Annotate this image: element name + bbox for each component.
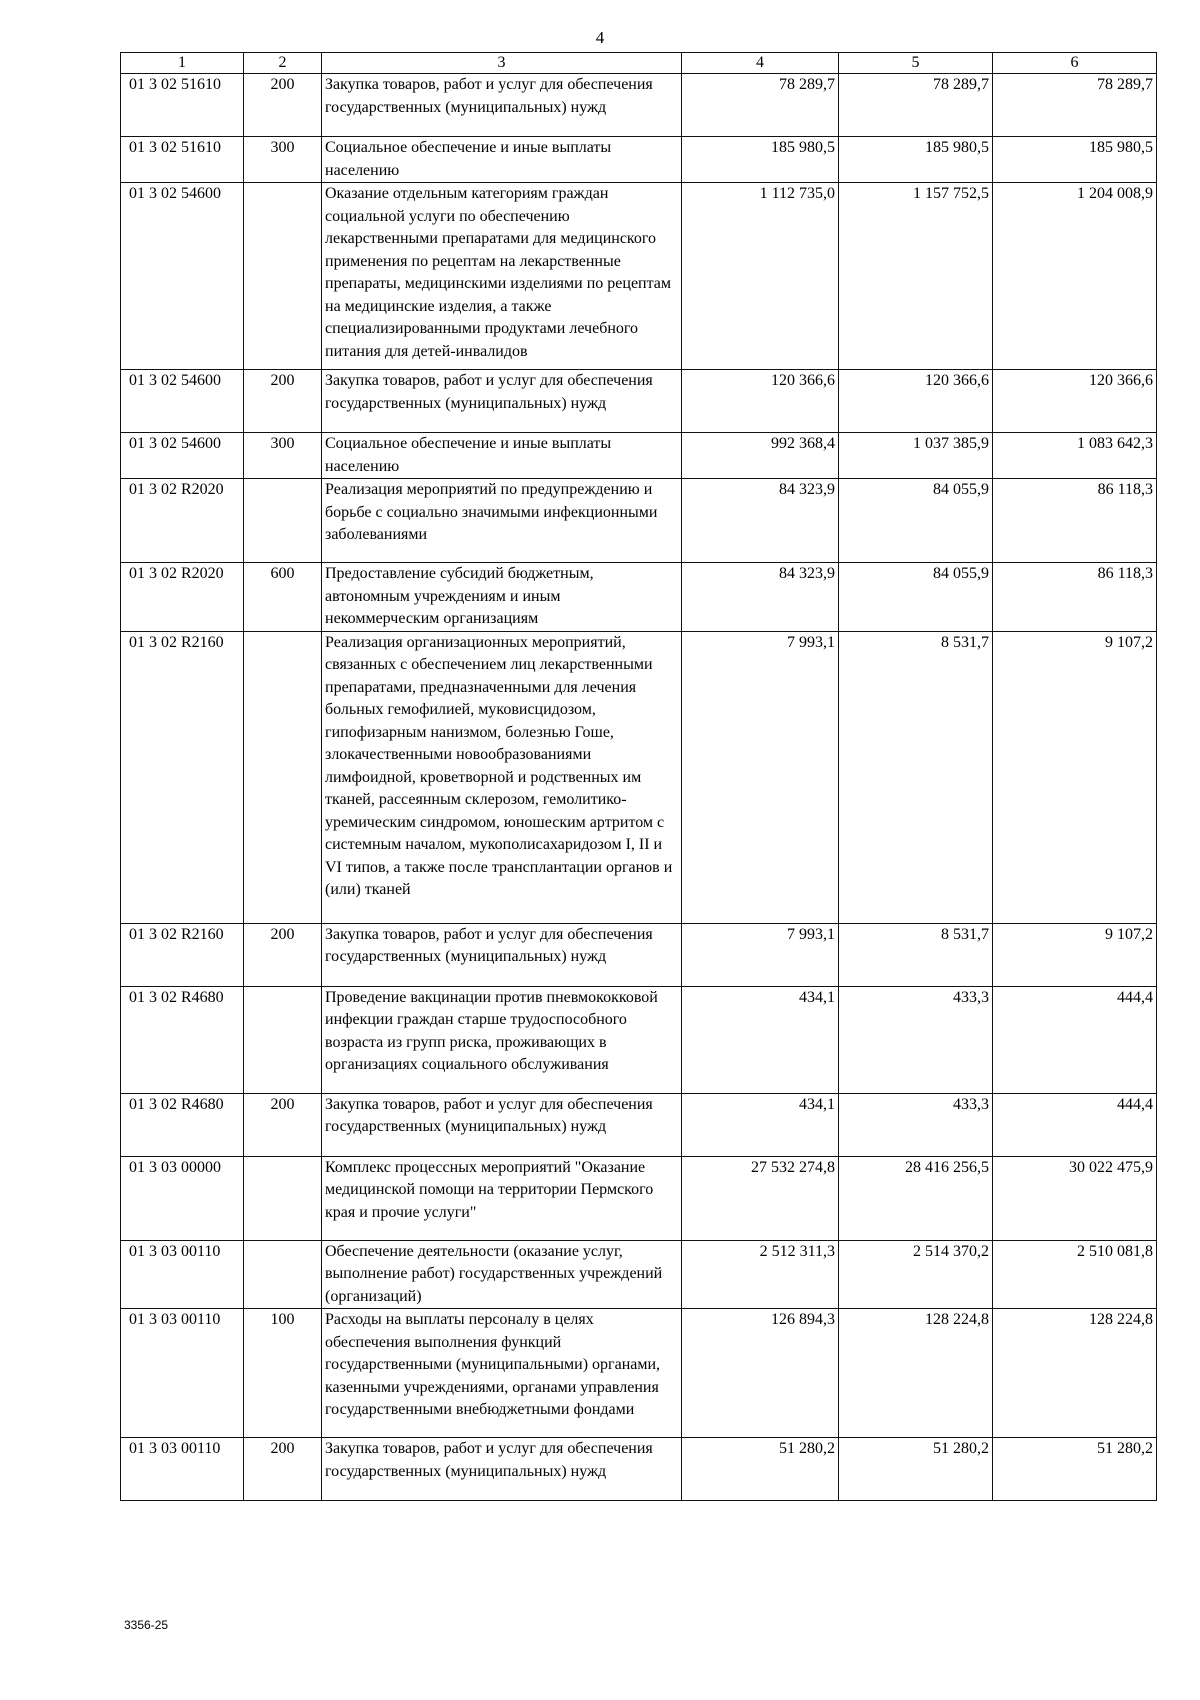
cell-expense-type xyxy=(244,479,322,563)
table-row xyxy=(121,370,1157,433)
cell-expense-type: 200 xyxy=(244,74,322,137)
cell-description: Закупка товаров, работ и услуг для обеспечения государственных (муниципальных) нужд xyxy=(322,923,682,986)
table-row xyxy=(121,1156,1157,1240)
cell-target-code: 01 3 02 54600 xyxy=(121,183,244,370)
table-header-row xyxy=(121,53,1157,74)
cell-description: Реализация мероприятий по предупреждению и борьбе с социально значимыми инфекционными заболеваниями xyxy=(322,479,682,563)
cell-amount-col5: 433,3 xyxy=(839,986,993,1093)
cell-amount-col6: 86 118,3 xyxy=(993,479,1157,563)
cell-description: Социальное обеспечение и иные выплаты населению xyxy=(322,433,682,479)
header-col-2: 2 xyxy=(244,53,322,74)
table-body xyxy=(121,74,1157,1501)
header-col-5: 5 xyxy=(839,53,993,74)
cell-description: Оказание отдельным категориям граждан социальной услуги по обеспечению лекарственными препаратами для медицинского применения по рецептам на лекарственные препараты, медицинскими изделиями по рецептам на медицинские изделия, а также специализированными продуктами лечебного питания для детей-инвалидов xyxy=(322,183,682,370)
table-row xyxy=(121,1438,1157,1501)
cell-target-code: 01 3 03 00110 xyxy=(121,1240,244,1309)
cell-amount-col6: 185 980,5 xyxy=(993,137,1157,183)
cell-expense-type xyxy=(244,1156,322,1240)
cell-target-code: 01 3 02 51610 xyxy=(121,74,244,137)
cell-amount-col4: 2 512 311,3 xyxy=(682,1240,839,1309)
cell-target-code: 01 3 03 00000 xyxy=(121,1156,244,1240)
table-row xyxy=(121,183,1157,370)
cell-amount-col4: 126 894,3 xyxy=(682,1309,839,1438)
table-row xyxy=(121,433,1157,479)
cell-description: Проведение вакцинации против пневмококковой инфекции граждан старше трудоспособного возраста из групп риска, проживающих в организациях социального обслуживания xyxy=(322,986,682,1093)
cell-expense-type xyxy=(244,986,322,1093)
cell-amount-col4: 185 980,5 xyxy=(682,137,839,183)
cell-amount-col6: 444,4 xyxy=(993,1093,1157,1156)
cell-amount-col4: 1 112 735,0 xyxy=(682,183,839,370)
cell-amount-col5: 28 416 256,5 xyxy=(839,1156,993,1240)
cell-amount-col5: 433,3 xyxy=(839,1093,993,1156)
cell-expense-type: 600 xyxy=(244,563,322,632)
cell-target-code: 01 3 03 00110 xyxy=(121,1438,244,1501)
budget-table xyxy=(120,52,1157,1501)
cell-expense-type xyxy=(244,1240,322,1309)
cell-amount-col5: 1 037 385,9 xyxy=(839,433,993,479)
header-col-4: 4 xyxy=(682,53,839,74)
cell-expense-type xyxy=(244,631,322,923)
cell-amount-col6: 78 289,7 xyxy=(993,74,1157,137)
cell-amount-col4: 78 289,7 xyxy=(682,74,839,137)
cell-expense-type: 200 xyxy=(244,370,322,433)
table-row xyxy=(121,631,1157,923)
cell-expense-type: 300 xyxy=(244,137,322,183)
cell-expense-type: 200 xyxy=(244,1093,322,1156)
cell-target-code: 01 3 02 54600 xyxy=(121,370,244,433)
cell-expense-type: 200 xyxy=(244,1438,322,1501)
cell-amount-col5: 128 224,8 xyxy=(839,1309,993,1438)
cell-amount-col5: 51 280,2 xyxy=(839,1438,993,1501)
cell-target-code: 01 3 02 R2020 xyxy=(121,479,244,563)
cell-expense-type xyxy=(244,183,322,370)
cell-amount-col5: 2 514 370,2 xyxy=(839,1240,993,1309)
cell-amount-col6: 9 107,2 xyxy=(993,923,1157,986)
cell-description: Закупка товаров, работ и услуг для обеспечения государственных (муниципальных) нужд xyxy=(322,370,682,433)
table-row xyxy=(121,923,1157,986)
cell-target-code: 01 3 02 54600 xyxy=(121,433,244,479)
cell-amount-col6: 2 510 081,8 xyxy=(993,1240,1157,1309)
cell-expense-type: 200 xyxy=(244,923,322,986)
cell-amount-col6: 30 022 475,9 xyxy=(993,1156,1157,1240)
cell-description: Предоставление субсидий бюджетным, автономным учреждениям и иным некоммерческим организациям xyxy=(322,563,682,632)
cell-amount-col6: 1 204 008,9 xyxy=(993,183,1157,370)
table-row xyxy=(121,74,1157,137)
cell-target-code: 01 3 02 R4680 xyxy=(121,1093,244,1156)
cell-expense-type: 100 xyxy=(244,1309,322,1438)
cell-amount-col4: 27 532 274,8 xyxy=(682,1156,839,1240)
table-row xyxy=(121,1093,1157,1156)
cell-amount-col5: 84 055,9 xyxy=(839,563,993,632)
table-row xyxy=(121,1309,1157,1438)
cell-amount-col4: 120 366,6 xyxy=(682,370,839,433)
cell-amount-col6: 444,4 xyxy=(993,986,1157,1093)
cell-description: Закупка товаров, работ и услуг для обеспечения государственных (муниципальных) нужд xyxy=(322,74,682,137)
cell-amount-col4: 84 323,9 xyxy=(682,479,839,563)
cell-amount-col6: 1 083 642,3 xyxy=(993,433,1157,479)
page-number: 4 xyxy=(595,28,605,47)
cell-amount-col4: 434,1 xyxy=(682,1093,839,1156)
cell-amount-col5: 78 289,7 xyxy=(839,74,993,137)
cell-expense-type: 300 xyxy=(244,433,322,479)
cell-amount-col5: 185 980,5 xyxy=(839,137,993,183)
cell-target-code: 01 3 02 R2160 xyxy=(121,631,244,923)
cell-target-code: 01 3 02 R4680 xyxy=(121,986,244,1093)
cell-amount-col5: 8 531,7 xyxy=(839,631,993,923)
cell-description: Расходы на выплаты персоналу в целях обеспечения выполнения функций государственными (муниципальными) органами, казенными учреждениями, органами управления государственными внебюджетными фондами xyxy=(322,1309,682,1438)
table-row xyxy=(121,137,1157,183)
cell-amount-col4: 992 368,4 xyxy=(682,433,839,479)
header-col-6: 6 xyxy=(993,53,1157,74)
cell-target-code: 01 3 02 R2160 xyxy=(121,923,244,986)
cell-amount-col5: 8 531,7 xyxy=(839,923,993,986)
cell-target-code: 01 3 02 R2020 xyxy=(121,563,244,632)
header-col-1: 1 xyxy=(121,53,244,74)
table-row xyxy=(121,563,1157,632)
cell-amount-col4: 84 323,9 xyxy=(682,563,839,632)
cell-amount-col4: 51 280,2 xyxy=(682,1438,839,1501)
cell-description: Закупка товаров, работ и услуг для обеспечения государственных (муниципальных) нужд xyxy=(322,1438,682,1501)
cell-amount-col5: 120 366,6 xyxy=(839,370,993,433)
cell-amount-col5: 84 055,9 xyxy=(839,479,993,563)
cell-amount-col6: 120 366,6 xyxy=(993,370,1157,433)
cell-description: Социальное обеспечение и иные выплаты населению xyxy=(322,137,682,183)
cell-description: Комплекс процессных мероприятий "Оказание медицинской помощи на территории Пермского края и прочие услуги" xyxy=(322,1156,682,1240)
cell-description: Обеспечение деятельности (оказание услуг, выполнение работ) государственных учреждений (организаций) xyxy=(322,1240,682,1309)
cell-amount-col4: 434,1 xyxy=(682,986,839,1093)
cell-amount-col4: 7 993,1 xyxy=(682,631,839,923)
cell-target-code: 01 3 03 00110 xyxy=(121,1309,244,1438)
table-row xyxy=(121,479,1157,563)
cell-target-code: 01 3 02 51610 xyxy=(121,137,244,183)
table-row xyxy=(121,1240,1157,1309)
cell-amount-col6: 51 280,2 xyxy=(993,1438,1157,1501)
cell-amount-col6: 128 224,8 xyxy=(993,1309,1157,1438)
cell-amount-col4: 7 993,1 xyxy=(682,923,839,986)
cell-description: Реализация организационных мероприятий, связанных с обеспечением лиц лекарственными препаратами, предназначенными для лечения больных гемофилией, муковисцидозом, гипофизарным нанизмом, болезнью Гоше, злокачественными новообразованиями лимфоидной, кроветворной и родственных им тканей, рассеянным склерозом, гемолитико-уремическим синдромом, юношеским артритом с системным началом, мукополисахаридозом I, II и VI типов, а также после трансплантации органов и (или) тканей xyxy=(322,631,682,923)
cell-description: Закупка товаров, работ и услуг для обеспечения государственных (муниципальных) нужд xyxy=(322,1093,682,1156)
cell-amount-col6: 86 118,3 xyxy=(993,563,1157,632)
cell-amount-col6: 9 107,2 xyxy=(993,631,1157,923)
document-id: 3356-25 xyxy=(124,1618,169,1632)
table-row xyxy=(121,986,1157,1093)
cell-amount-col5: 1 157 752,5 xyxy=(839,183,993,370)
header-col-3: 3 xyxy=(322,53,682,74)
